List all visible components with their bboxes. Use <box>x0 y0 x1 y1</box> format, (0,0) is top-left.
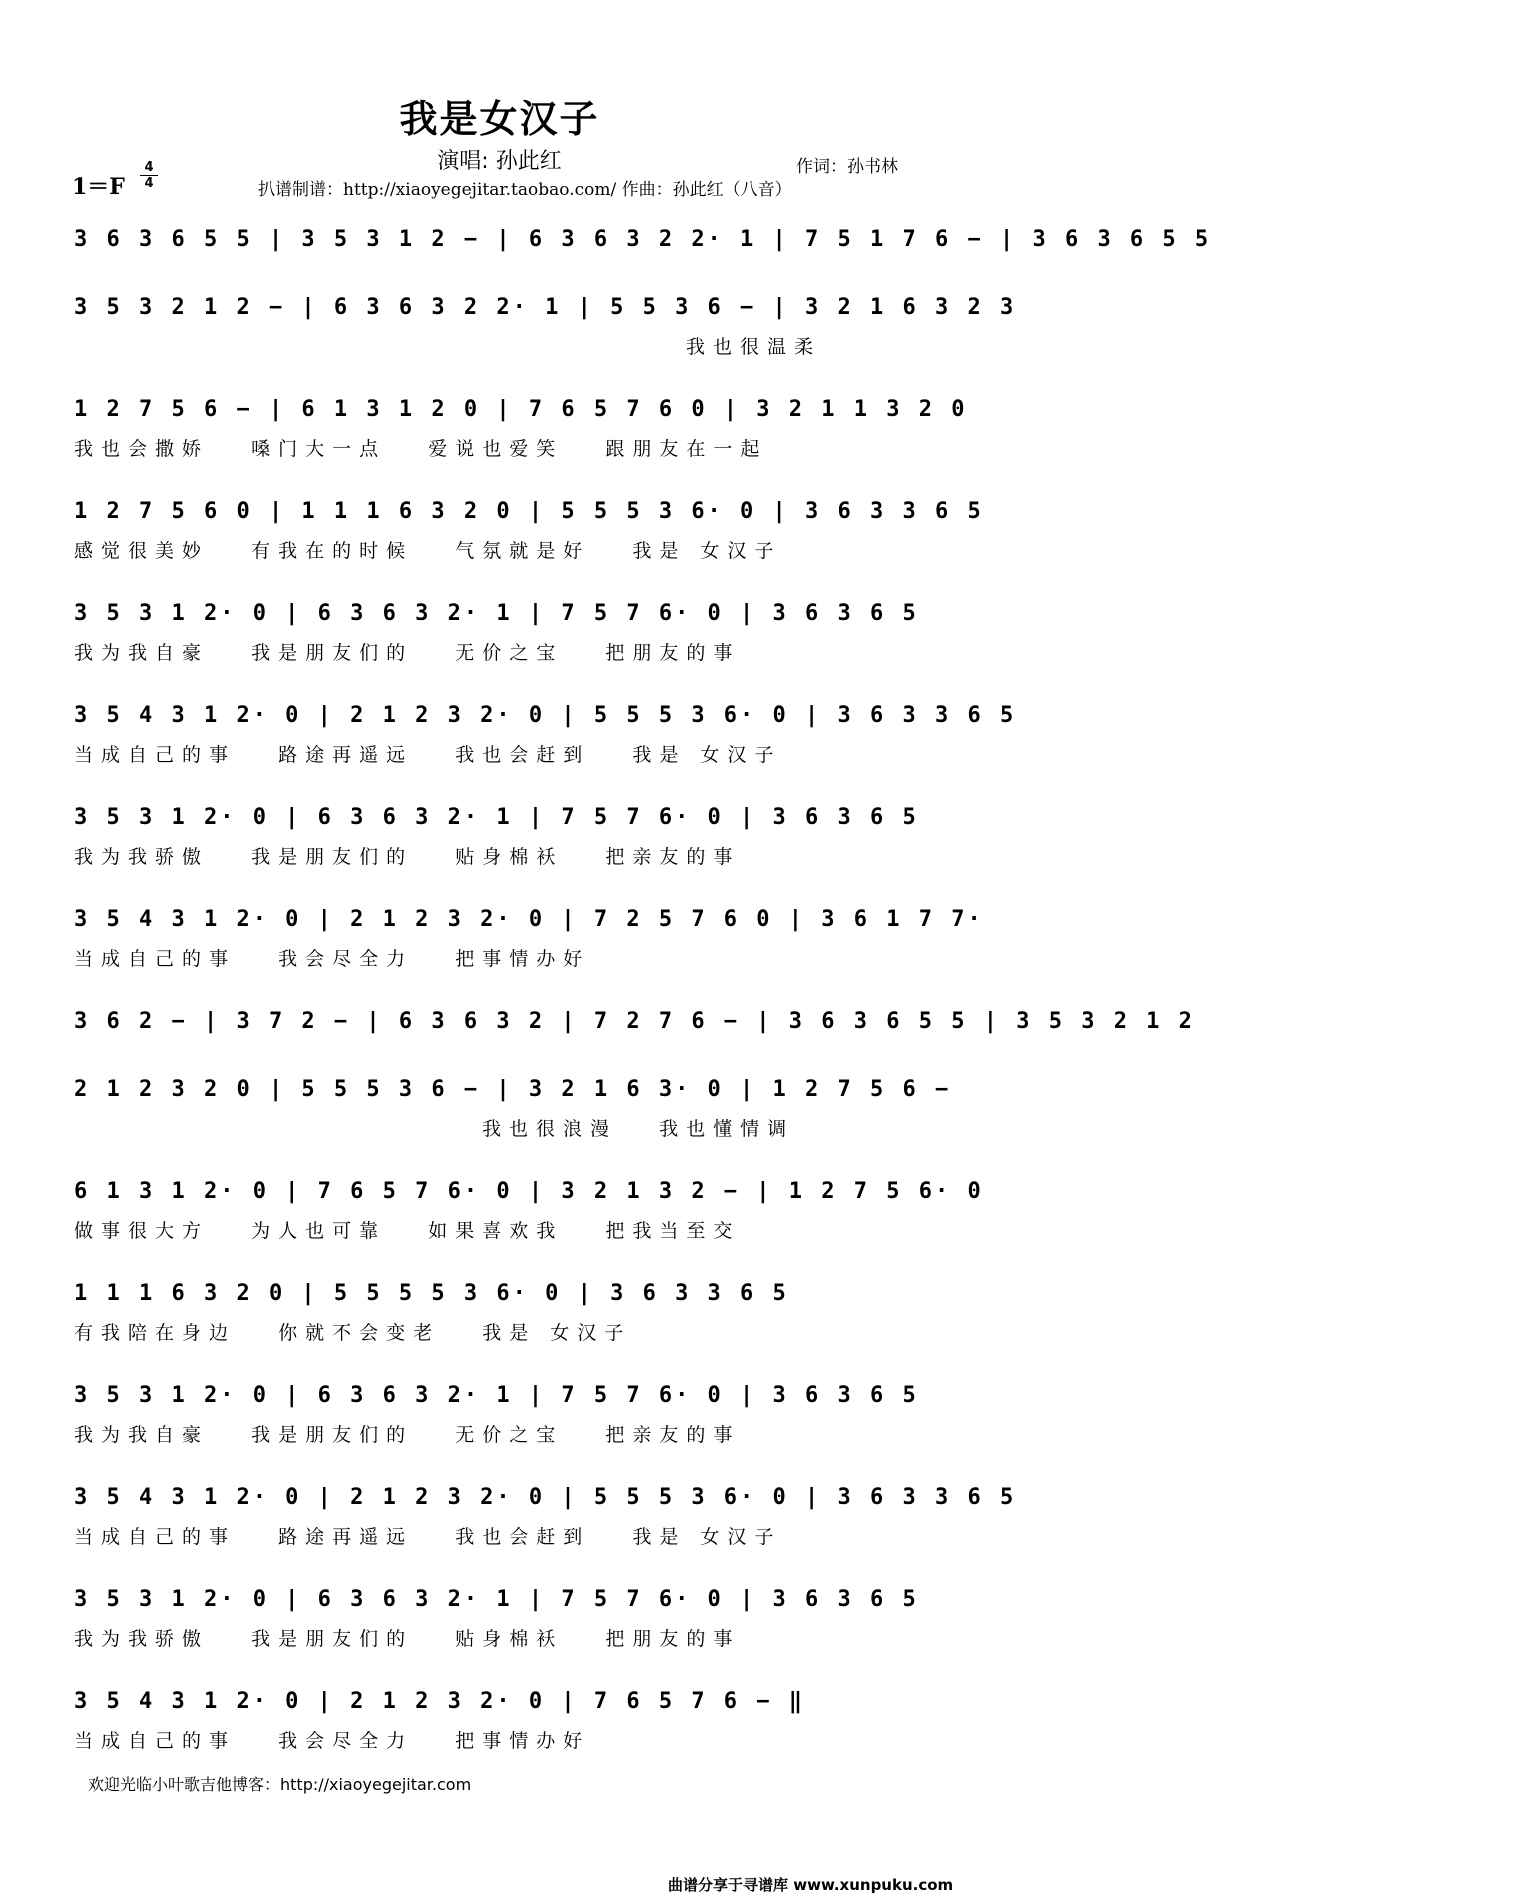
staff-lyrics: 当成自己的事 路途再遥远 我也会赶到 我是 女汉子 <box>74 744 782 766</box>
staff-notes: 3 5 3 1 2· 0 | 6 3 6 3 2· 1 | 7 5 7 6· 0 | 3 6 3 6 5 <box>74 1587 919 1612</box>
time-signature-bottom: 4 <box>140 175 158 191</box>
staff-lyrics: 当成自己的事 我会尽全力 把事情办好 <box>74 1730 591 1752</box>
staff-lyrics: 我为我骄傲 我是朋友们的 贴身棉袄 把朋友的事 <box>74 1628 741 1650</box>
staff-notes: 3 6 2 − | 3 7 2 − | 6 3 6 3 2 | 7 2 7 6 − | 3 6 3 6 5 5 | 3 5 3 2 1 2 <box>74 1009 1195 1034</box>
staff-notes: 3 5 3 1 2· 0 | 6 3 6 3 2· 1 | 7 5 7 6· 0 | 3 6 3 6 5 <box>74 805 919 830</box>
staff-lyrics: 我也会撒娇 嗓门大一点 爱说也爱笑 跟朋友在一起 <box>74 438 768 460</box>
key-signature: 1＝F <box>72 174 125 200</box>
staff-notes: 1 2 7 5 6 0 | 1 1 1 6 3 2 0 | 5 5 5 3 6· 0 | 3 6 3 3 6 5 <box>74 499 984 524</box>
staff-notes: 3 5 3 2 1 2 − | 6 3 6 3 2 2· 1 | 5 5 3 6 − | 3 2 1 6 3 2 3 <box>74 295 1017 320</box>
lyricist-label: 作词：孙书林 <box>796 157 898 177</box>
time-signature-top: 4 <box>144 160 154 175</box>
staff-notes: 2 1 2 3 2 0 | 5 5 5 3 6 − | 3 2 1 6 3· 0 | 1 2 7 5 6 − <box>74 1077 952 1102</box>
staff-notes: 1 1 1 6 3 2 0 | 5 5 5 5 3 6· 0 | 3 6 3 3 6 5 <box>74 1281 789 1306</box>
staff-lyrics: 感觉很美妙 有我在的时候 气氛就是好 我是 女汉子 <box>74 540 782 562</box>
time-signature <box>140 160 158 191</box>
staff-lyrics: 我为我自豪 我是朋友们的 无价之宝 把亲友的事 <box>74 1424 741 1446</box>
staff-lyrics: 我也很温柔 <box>686 336 822 358</box>
staff-lyrics: 我为我自豪 我是朋友们的 无价之宝 把朋友的事 <box>74 642 741 664</box>
staff-notes: 3 5 4 3 1 2· 0 | 2 1 2 3 2· 0 | 5 5 5 3 6· 0 | 3 6 3 3 6 5 <box>74 703 1017 728</box>
staff-notes: 3 6 3 6 5 5 | 3 5 3 1 2 − | 6 3 6 3 2 2· 1 | 7 5 1 7 6 − | 3 6 3 6 5 5 <box>74 227 1212 252</box>
footer-text: 欢迎光临小叶歌吉他博客：http://xiaoyegejitar.com <box>88 1775 472 1794</box>
staff-lyrics: 当成自己的事 我会尽全力 把事情办好 <box>74 948 591 970</box>
staff-notes: 6 1 3 1 2· 0 | 7 6 5 7 6· 0 | 3 2 1 3 2 − | 1 2 7 5 6· 0 <box>74 1179 984 1204</box>
staff-lyrics: 有我陪在身边 你就不会变老 我是 女汉子 <box>74 1322 632 1344</box>
song-title: 我是女汉子 <box>399 97 600 141</box>
staff-notes: 3 5 4 3 1 2· 0 | 2 1 2 3 2· 0 | 7 2 5 7 6 0 | 3 6 1 7 7· <box>74 907 984 932</box>
staff-notes: 3 5 4 3 1 2· 0 | 2 1 2 3 2· 0 | 5 5 5 3 6· 0 | 3 6 3 3 6 5 <box>74 1485 1017 1510</box>
staff-notes: 3 5 3 1 2· 0 | 6 3 6 3 2· 1 | 7 5 7 6· 0 | 3 6 3 6 5 <box>74 1383 919 1408</box>
staff-notes: 3 5 4 3 1 2· 0 | 2 1 2 3 2· 0 | 7 6 5 7 6 − ‖ <box>74 1689 806 1714</box>
staff-notes: 1 2 7 5 6 − | 6 1 3 1 2 0 | 7 6 5 7 6 0 | 3 2 1 1 3 2 0 <box>74 397 968 422</box>
staff-lyrics: 我为我骄傲 我是朋友们的 贴身棉袄 把亲友的事 <box>74 846 741 868</box>
watermark-text: 曲谱分享于寻谱库 www.xunpuku.com <box>668 1876 954 1894</box>
staff-lyrics: 当成自己的事 路途再遥远 我也会赶到 我是 女汉子 <box>74 1526 782 1548</box>
staff-lyrics: 做事很大方 为人也可靠 如果喜欢我 把我当至交 <box>74 1220 741 1242</box>
credit-line: 扒谱制谱：http://xiaoyegejitar.taobao.com/ 作曲：孙此红（八音） <box>258 180 792 200</box>
staff-lyrics: 我也很浪漫 我也懂情调 <box>482 1118 795 1140</box>
singer-label: 演唱: 孙此红 <box>437 149 562 174</box>
staff-notes: 3 5 3 1 2· 0 | 6 3 6 3 2· 1 | 7 5 7 6· 0 | 3 6 3 6 5 <box>74 601 919 626</box>
